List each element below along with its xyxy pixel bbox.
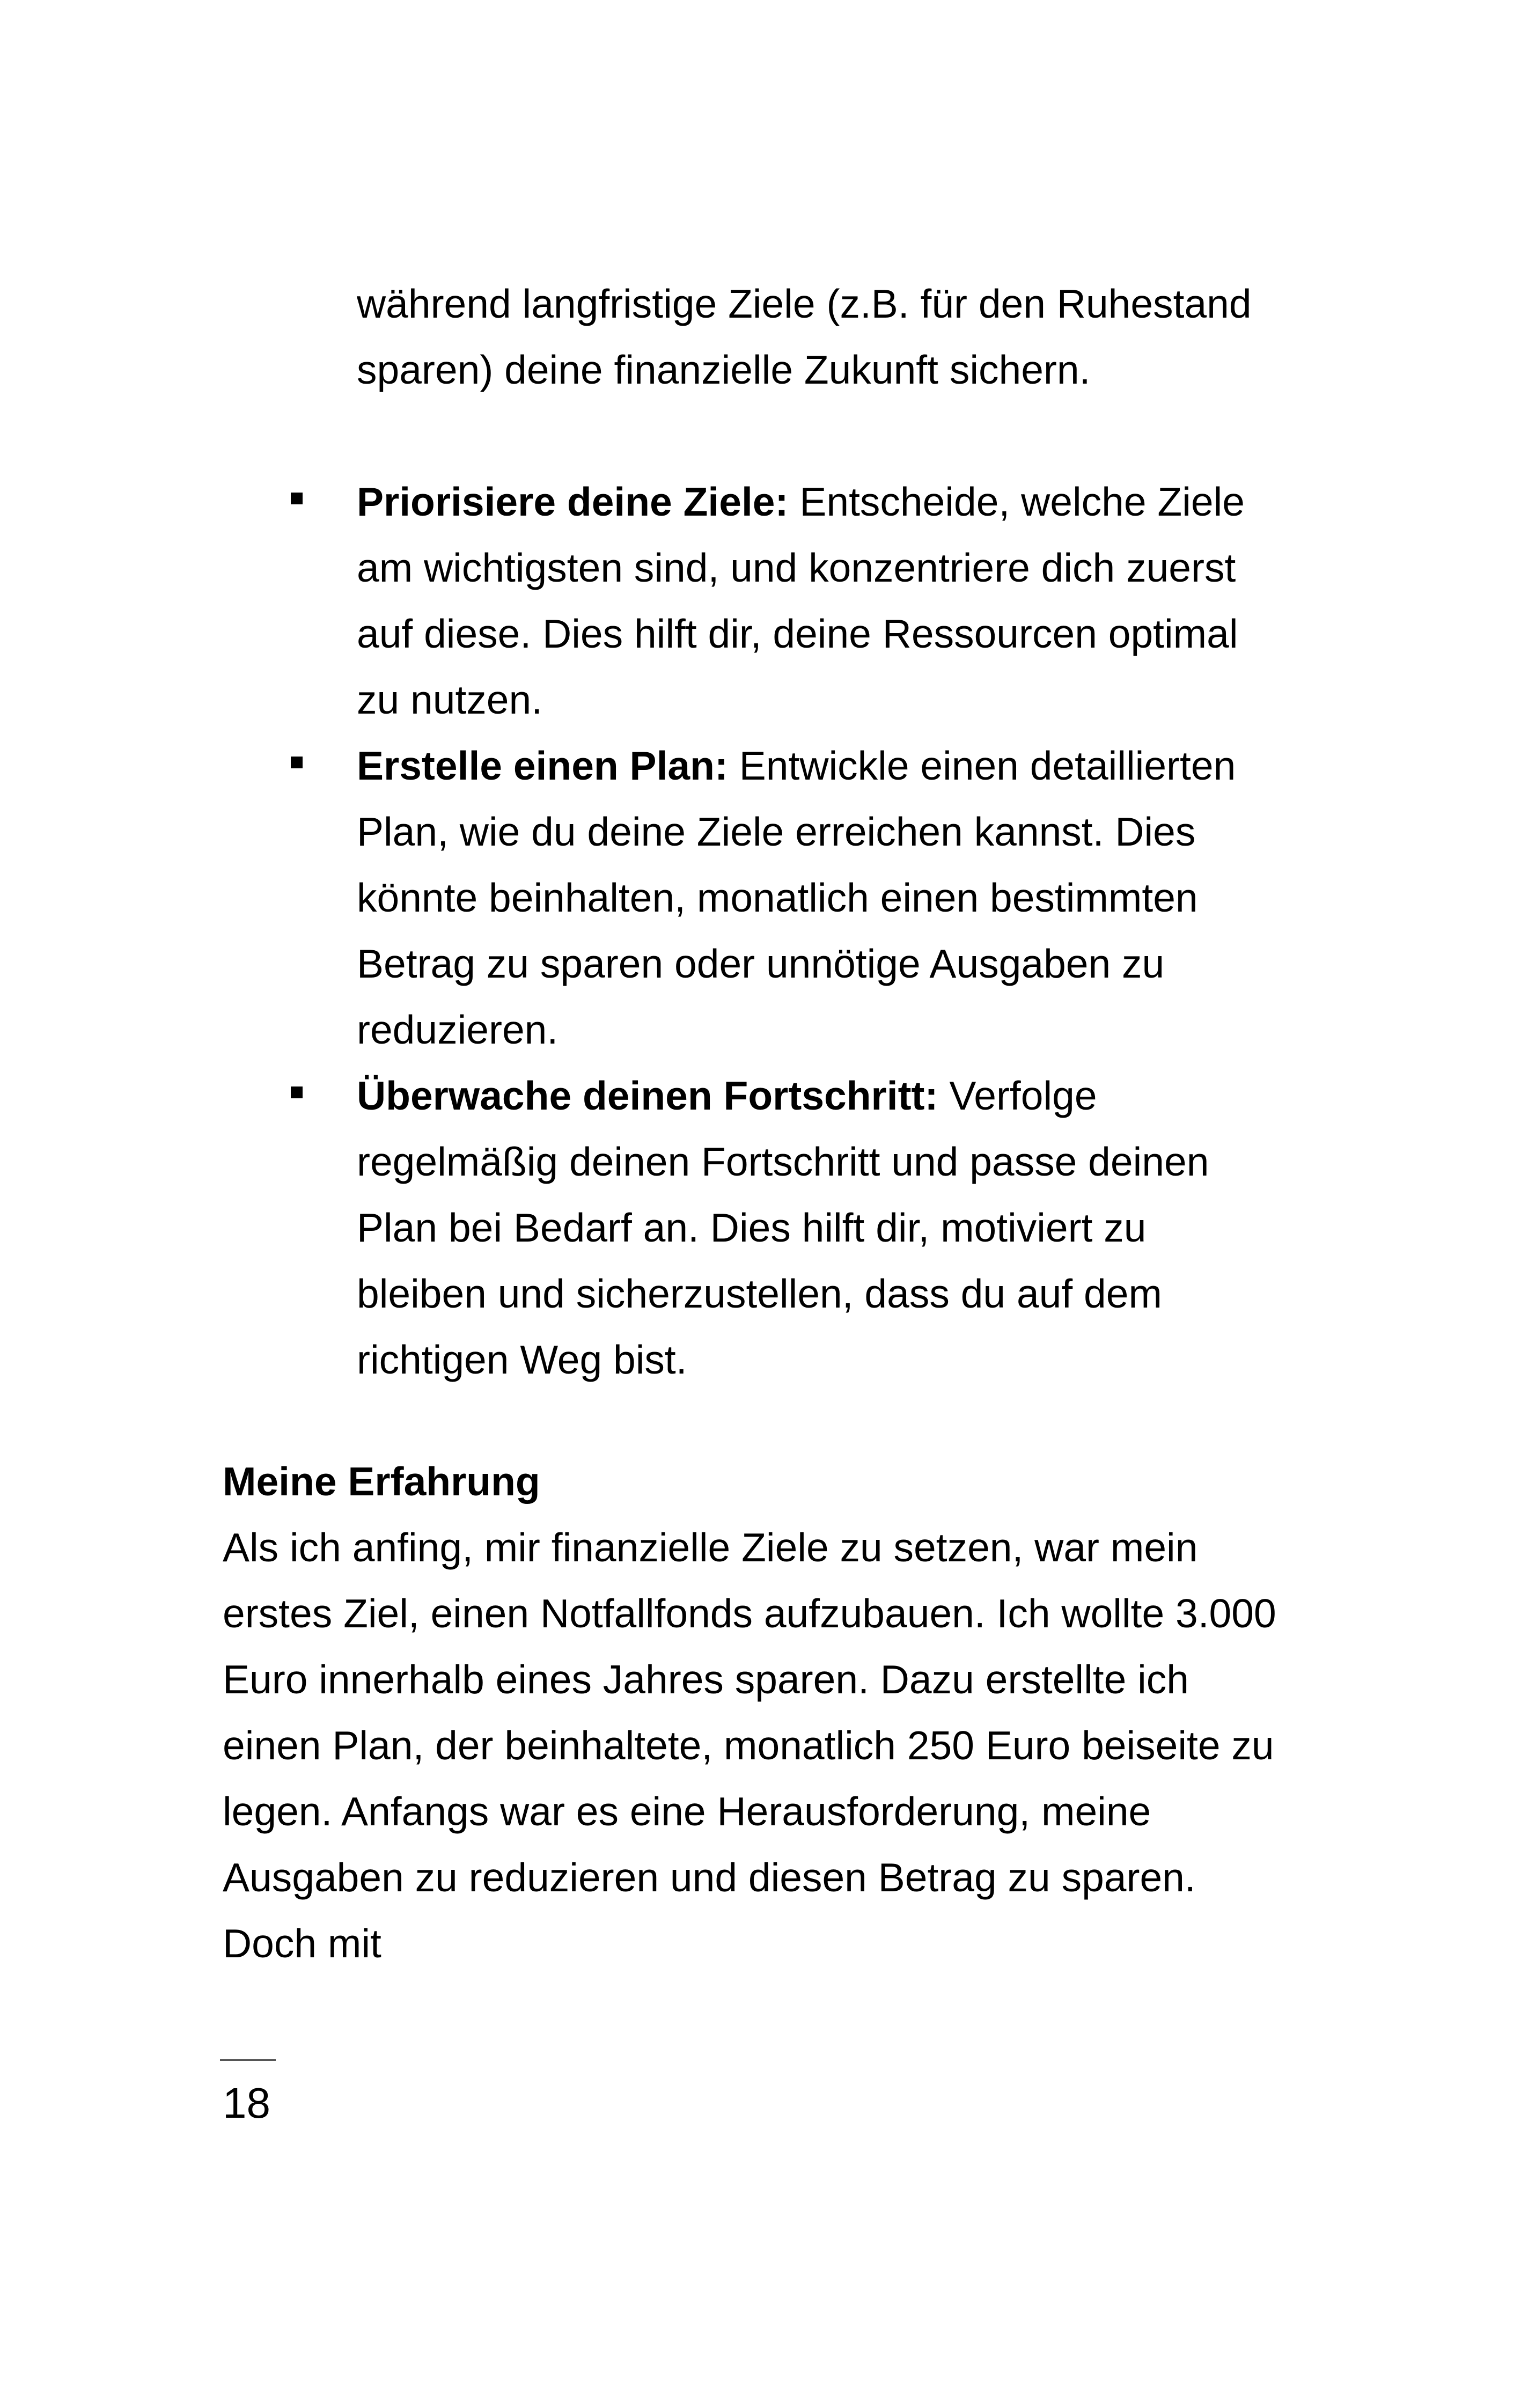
list-item-heading: Überwache deinen Fortschritt: — [357, 1073, 938, 1118]
bullet-list — [0, 469, 1521, 1393]
square-bullet-icon — [291, 757, 303, 768]
list-item-text — [357, 733, 1280, 1063]
square-bullet-icon — [291, 493, 303, 504]
page-number: 18 — [223, 2079, 270, 2127]
list-item-body: Verfolge regelmäßig deinen Fortschritt und passe deinen Plan bei Bedarf an. Dies hilft dir, motiviert zu bleiben und sicherzustellen, dass du auf dem richtigen Weg bist. — [357, 1073, 1209, 1382]
list-item-text — [357, 469, 1280, 733]
section-paragraph: Als ich anfing, mir finanzielle Ziele zu setzen, war mein erstes Ziel, einen Notfallfonds aufzubauen. Ich wollte 3.000 Euro innerhalb eines Jahres sparen. Dazu erstellte ich einen Plan, der beinhaltete, monatlich 250 Euro beiseite zu legen. Anfangs war es eine Herausforderung, meine Ausgaben zu reduzieren und diesen Betrag zu sparen. Doch mit — [223, 1525, 1276, 1966]
square-bullet-icon — [291, 1086, 303, 1098]
list-item-heading: Priorisiere deine Ziele: — [357, 479, 789, 524]
footer-divider — [220, 2059, 276, 2061]
section-heading: Meine Erfahrung — [223, 1459, 540, 1504]
continuation-paragraph: während langfristige Ziele (z.B. für den Ruhestand sparen) deine finanzielle Zukunft sichern. — [357, 281, 1252, 392]
list-item — [0, 469, 1521, 733]
list-item-body: Entwickle einen detaillierten Plan, wie du deine Ziele erreichen kannst. Dies könnte beinhalten, monatlich einen bestimmten Betrag zu sparen oder unnötige Ausgaben zu reduzieren. — [357, 743, 1236, 1052]
list-item-heading: Erstelle einen Plan: — [357, 743, 728, 788]
list-item-body: Entscheide, welche Ziele am wichtigsten sind, und konzentriere dich zuerst auf diese. Dies hilft dir, deine Ressourcen optimal zu nutzen. — [357, 479, 1245, 722]
list-item-text — [357, 1063, 1280, 1393]
list-item — [0, 733, 1521, 1063]
list-item — [0, 1063, 1521, 1393]
experience-section — [223, 1449, 1285, 1977]
